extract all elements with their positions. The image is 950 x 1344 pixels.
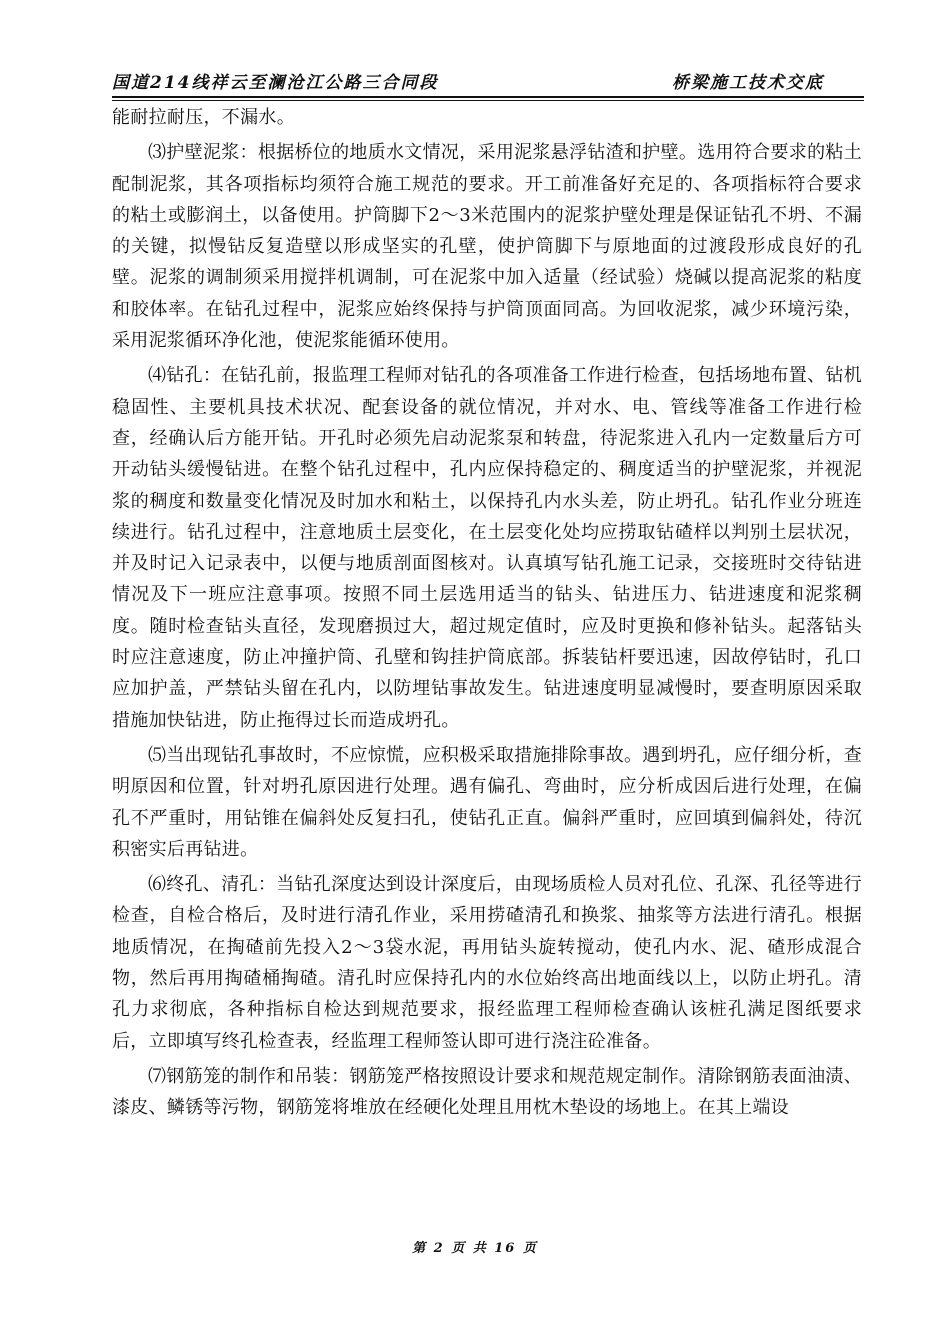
header-rule-thin [112, 100, 864, 101]
header-project-title: 国道214线祥云至澜沧江公路三合同段 [112, 73, 439, 93]
page-header [112, 68, 864, 96]
paragraph-rebar-cage: ⑺钢筋笼的制作和吊装：钢筋笼严格按照设计要求和规范规定制作。清除钢筋表面油渍、漆皮、鳞锈等污物，钢筋笼将堆放在经硬化处理且用枕木垫设的场地上。在其上端设 [112, 1065, 862, 1119]
paragraph-mud-wall: ⑶护壁泥浆：根据桥位的地质水文情况，采用泥浆悬浮钻渣和护壁。选用符合要求的粘土配制泥浆，其各项指标均须符合施工规范的要求。开工前准备好充足的、各项指标符合要求的粘土或膨润土，以备使用。护筒脚下2～3米范围内的泥浆护壁处理是保证钻孔不坍、不漏的关键，拟慢钻反复造壁以形成坚实的孔壁，使护筒脚下与原地面的过渡段形成良好的孔壁。泥浆的调制须采用搅拌机调制，可在泥浆中加入适量（经试验）烧碱以提高泥浆的粘度和胶体率。在钻孔过程中，泥浆应始终保持与护筒顶面同高。为回收泥浆，减少环境污染，采用泥浆循环净化池，使泥浆能循环使用。 [112, 142, 862, 352]
document-body [112, 102, 862, 1124]
paragraph-final-hole-cleaning: ⑹终孔、清孔：当钻孔深度达到设计深度后，由现场质检人员对孔位、孔深、孔径等进行检查，自检合格后，及时进行清孔作业，采用捞碴清孔和换浆、抽浆等方法进行清孔。根据地质情况，在掏碴前先投入2～3袋水泥，再用钻头旋转搅动，使孔内水、泥、碴形成混合物，然后再用掏碴桶掏碴。清孔时应保持孔内的水位始终高出地面线以上，以防止坍孔。清孔力求彻底，各种指标自检达到规范要求，报经监理工程师检查确认该桩孔满足图纸要求后，立即填写终孔检查表，经监理工程师签认即可进行浇注砼准备。 [112, 874, 862, 1052]
header-document-title: 桥梁施工技术交底 [672, 73, 824, 93]
paragraph-drilling-accident: ⑸当出现钻孔事故时，不应惊慌，应积极采取措施排除事故。遇到坍孔，应仔细分析，查明原因和位置，针对坍孔原因进行处理。遇有偏孔、弯曲时，应分析成因后进行处理，在偏孔不严重时，用钻锥在偏斜处反复扫孔，使钻孔正直。偏斜严重时，应回填到偏斜处，待沉积密实后再钻进。 [112, 744, 862, 860]
paragraph-continuation: 能耐拉耐压，不漏水。 [112, 107, 295, 128]
page-number: 第 2 页 共 16 页 [412, 1241, 538, 1256]
header-rule-thick [112, 96, 864, 98]
paragraph-drilling: ⑷钻孔：在钻孔前，报监理工程师对钻孔的各项准备工作进行检查，包括场地布置、钻机稳固性、主要机具技术状况、配套设备的就位情况，并对水、电、管线等准备工作进行检查，经确认后方能开钻。开孔时必须先启动泥浆泵和转盘，待泥浆进入孔内一定数量后方可开动钻头缓慢钻进。在整个钻孔过程中，孔内应保持稳定的、稠度适当的护壁泥浆，并视泥浆的稠度和数量变化情况及时加水和粘土，以保持孔内水头差，防止坍孔。钻孔作业分班连续进行。钻孔过程中，注意地质土层变化，在土层变化处均应捞取钻碴样以判别土层状况，并及时记入记录表中，以便与地质剖面图核对。认真填写钻孔施工记录，交接班时交待钻进情况及下一班应注意事项。按照不同土层选用适当的钻头、钻进压力、钻进速度和泥浆稠度。随时检查钻头直径，发现磨损过大，超过规定值时，应及时更换和修补钻头。起落钻头时应注意速度，防止冲撞护筒、孔壁和钩挂护筒底部。拆装钻杆要迅速，因故停钻时，孔口应加护盖，严禁钻头留在孔内，以防埋钻事故发生。钻进速度明显减慢时，要查明原因采取措施加快钻进，防止拖得过长而造成坍孔。 [112, 365, 862, 731]
